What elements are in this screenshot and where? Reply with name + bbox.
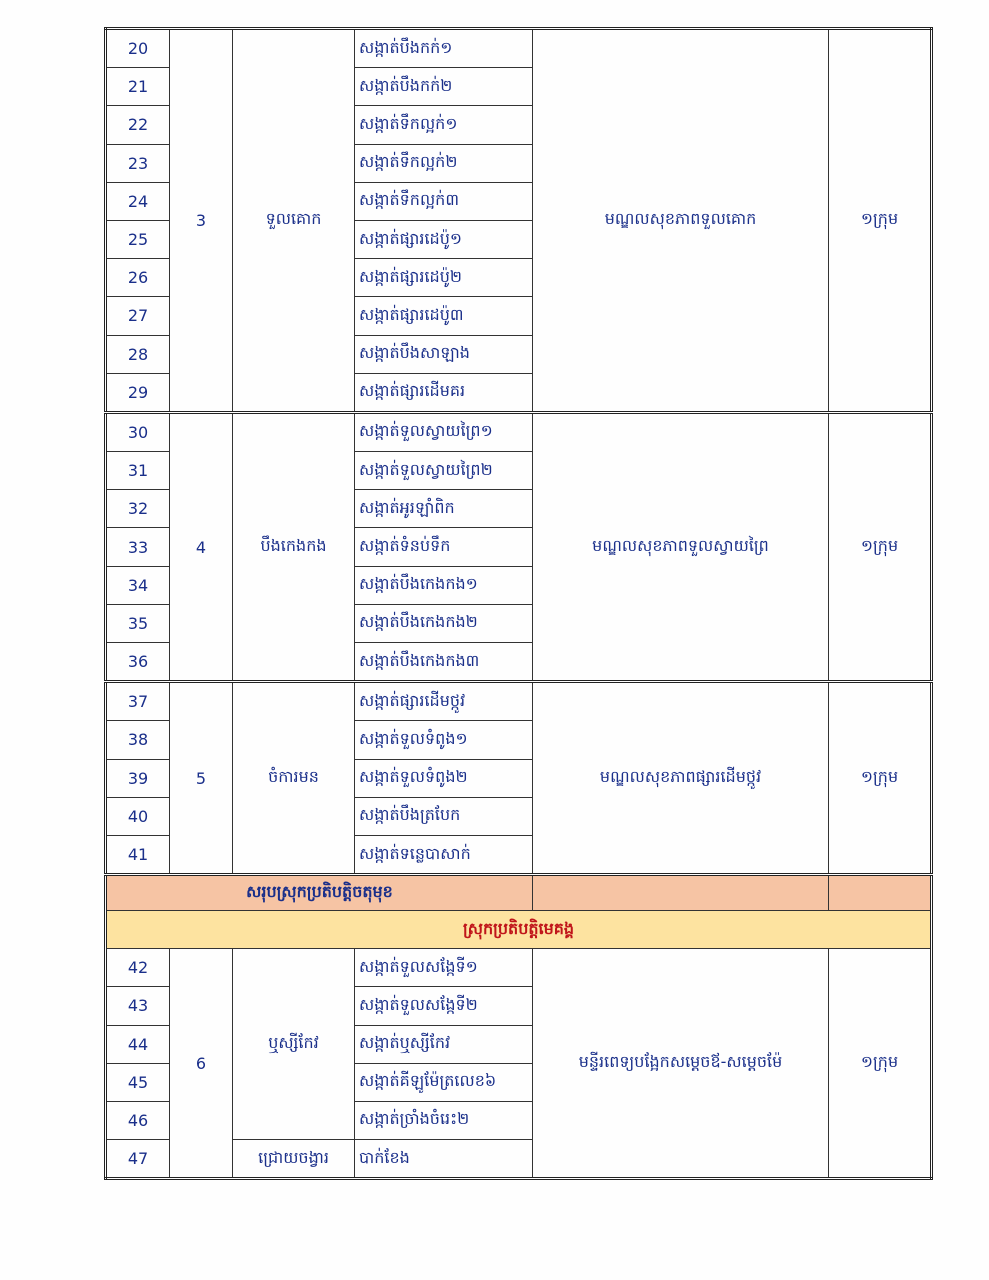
subdistrict-name: សង្កាត់ទន្លេបាសាក់	[355, 835, 533, 874]
summary-label: សរុបស្រុកប្រតិបត្តិចតុមុខ	[106, 875, 533, 911]
subdistrict-name: សង្កាត់ផ្សារដើមថ្កូវ	[355, 682, 533, 721]
health-center-name: មណ្ឌលសុខភាពទួលគោក	[533, 29, 829, 413]
row-number: 30	[106, 412, 170, 451]
subdistrict-name: សង្កាត់បឹងសាឡាង	[355, 335, 533, 373]
subdistrict-name: សង្កាត់គីឡូម៉ែត្រលេខ៦	[355, 1063, 533, 1101]
table-row	[106, 949, 932, 987]
row-number: 21	[106, 68, 170, 106]
district-header-row	[106, 911, 932, 949]
district-header-label: ស្រុកប្រតិបត្តិមេគង្គ	[106, 911, 932, 949]
summary-center-cell	[533, 875, 829, 911]
row-number: 23	[106, 144, 170, 182]
row-number: 45	[106, 1063, 170, 1101]
subdistrict-name: សង្កាត់ទួលស្វាយព្រៃ២	[355, 452, 533, 490]
row-number: 41	[106, 835, 170, 874]
group-number: 3	[170, 29, 233, 413]
group-number: 5	[170, 682, 233, 875]
row-number: 35	[106, 604, 170, 642]
row-number: 38	[106, 721, 170, 759]
group-number: 4	[170, 412, 233, 681]
row-number: 25	[106, 220, 170, 258]
subdistrict-name: សង្កាត់ទួលទំពូង១	[355, 721, 533, 759]
table-row	[106, 412, 932, 451]
row-number: 46	[106, 1101, 170, 1139]
subdistrict-name: សង្កាត់បឹងកក់១	[355, 29, 533, 68]
subdistrict-name: សង្កាត់បឹងកក់២	[355, 68, 533, 106]
health-center-name: មន្ទីរពេទ្យបង្អែកសម្តេចឪ-សម្តេចម៉ែ	[533, 949, 829, 1179]
group-number: 6	[170, 949, 233, 1179]
row-number: 44	[106, 1025, 170, 1063]
subdistrict-name: សង្កាត់ច្រាំងចំរេះ២	[355, 1101, 533, 1139]
row-number: 22	[106, 106, 170, 144]
health-center-name: មណ្ឌលសុខភាពផ្សារដើមថ្កូវ	[533, 682, 829, 875]
health-center-name: មណ្ឌលសុខភាពទួលស្វាយព្រៃ	[533, 412, 829, 681]
district-name: ចំការមន	[233, 682, 355, 875]
subdistrict-name: សង្កាត់ទួលសង្កែទី១	[355, 949, 533, 987]
subdistrict-name: បាក់ខែង	[355, 1140, 533, 1179]
table-row	[106, 682, 932, 721]
row-number: 28	[106, 335, 170, 373]
subdistrict-name: សង្កាត់បឹងកេងកង១	[355, 566, 533, 604]
row-number: 33	[106, 528, 170, 566]
row-number: 43	[106, 987, 170, 1025]
row-number: 24	[106, 182, 170, 220]
row-number: 47	[106, 1140, 170, 1179]
subdistrict-name: សង្កាត់បឹងកេងកង៣	[355, 643, 533, 682]
row-number: 26	[106, 259, 170, 297]
health-team-table	[104, 27, 933, 1180]
subdistrict-name: សង្កាត់ផ្សារដេប៉ូ៣	[355, 297, 533, 335]
subdistrict-name: សង្កាត់ផ្សារដេប៉ូ២	[355, 259, 533, 297]
subdistrict-name: សង្កាត់ផ្សារដើមគរ	[355, 373, 533, 412]
team-count: ១ក្រុម	[829, 949, 932, 1179]
subdistrict-name: សង្កាត់ទួលស្វាយព្រៃ១	[355, 412, 533, 451]
row-number: 20	[106, 29, 170, 68]
row-number: 27	[106, 297, 170, 335]
subdistrict-name: សង្កាត់ទំនប់ទឹក	[355, 528, 533, 566]
team-count: ១ក្រុម	[829, 29, 932, 413]
row-number: 42	[106, 949, 170, 987]
row-number: 39	[106, 759, 170, 797]
subdistrict-name: សង្កាត់ទឹកល្អក់១	[355, 106, 533, 144]
district-name: ជ្រោយចង្វារ	[233, 1140, 355, 1179]
row-number: 31	[106, 452, 170, 490]
row-number: 40	[106, 797, 170, 835]
summary-team-cell	[829, 875, 932, 911]
subdistrict-name: សង្កាត់ទឹកល្អក់២	[355, 144, 533, 182]
row-number: 36	[106, 643, 170, 682]
team-count: ១ក្រុម	[829, 412, 932, 681]
subdistrict-name: សង្កាត់ទឹកល្អក់៣	[355, 182, 533, 220]
row-number: 32	[106, 490, 170, 528]
subdistrict-name: សង្កាត់ផ្សារដេប៉ូ១	[355, 220, 533, 258]
district-name: ឬស្សីកែវ	[233, 949, 355, 1140]
table-row	[106, 29, 932, 68]
row-number: 29	[106, 373, 170, 412]
district-name: ទួលគោក	[233, 29, 355, 413]
row-number: 37	[106, 682, 170, 721]
team-count: ១ក្រុម	[829, 682, 932, 875]
subdistrict-name: សង្កាត់បឹងត្របែក	[355, 797, 533, 835]
subdistrict-name: សង្កាត់បឹងកេងកង២	[355, 604, 533, 642]
district-name: បឹងកេងកង	[233, 412, 355, 681]
subdistrict-name: សង្កាត់អូរឡាំពិក	[355, 490, 533, 528]
subdistrict-name: សង្កាត់ទួលទំពូង២	[355, 759, 533, 797]
subdistrict-name: សង្កាត់ឬស្សីកែវ	[355, 1025, 533, 1063]
summary-row	[106, 875, 932, 911]
subdistrict-name: សង្កាត់ទួលសង្កែទី២	[355, 987, 533, 1025]
row-number: 34	[106, 566, 170, 604]
